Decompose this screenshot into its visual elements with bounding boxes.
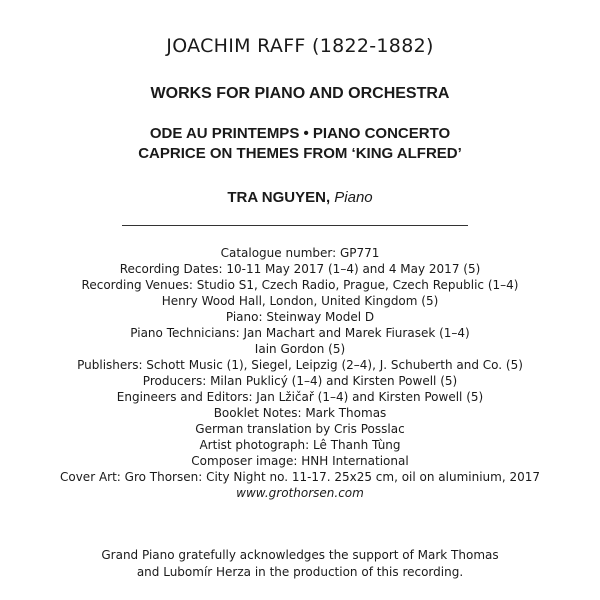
credit-line: Booklet Notes: Mark Thomas [213, 406, 387, 420]
performer-name: TRA NGUYEN, [227, 189, 331, 206]
album-subtitle: WORKS FOR PIANO AND ORCHESTRA [150, 85, 450, 102]
credit-line: Engineers and Editors: Jan Lžičař (1–4) and Kirsten Powell (5) [116, 390, 484, 404]
composer-title: JOACHIM RAFF (1822-1882) [166, 35, 434, 57]
works-list [0, 124, 600, 164]
credit-line: Composer image: HNH International [191, 454, 409, 468]
credit-line: Artist photograph: Lê Thanh Tùng [199, 438, 401, 452]
credit-line: Piano: Steinway Model D [225, 310, 375, 324]
credit-line: Producers: Milan Puklicý (1–4) and Kirsten Powell (5) [142, 374, 458, 388]
credit-line: Cover Art: Gro Thorsen: City Night no. 11-17. 25x25 cm, oil on aluminium, 2017 [59, 470, 541, 484]
works-line-2: CAPRICE ON THEMES FROM ‘KING ALFRED’ [138, 145, 462, 162]
performer [0, 189, 600, 206]
credit-line: Piano Technicians: Jan Machart and Marek Fiurasek (1–4) [130, 326, 470, 340]
acknowledgement-line-1: Grand Piano gratefully acknowledges the support of Mark Thomas [101, 548, 499, 562]
acknowledgement [0, 547, 600, 580]
divider [122, 225, 468, 226]
performer-role: Piano [334, 189, 373, 206]
credit-line: Recording Dates: 10-11 May 2017 (1–4) and 4 May 2017 (5) [119, 262, 481, 276]
credit-line: Publishers: Schott Music (1), Siegel, Leipzig (2–4), J. Schuberth and Co. (5) [77, 358, 523, 372]
acknowledgement-line-2: and Lubomír Herza in the production of this recording. [136, 564, 464, 579]
works-line-1: ODE AU PRINTEMPS • PIANO CONCERTO [149, 125, 451, 142]
credit-line: Catalogue number: GP771 [220, 246, 380, 260]
credit-line: Iain Gordon (5) [254, 342, 346, 356]
credit-line: Recording Venues: Studio S1, Czech Radio, Prague, Czech Republic (1–4) [81, 278, 519, 292]
credit-line: Henry Wood Hall, London, United Kingdom (5) [161, 294, 439, 308]
credit-line: German translation by Cris Posslac [195, 422, 405, 436]
website-link[interactable]: www.grothorsen.com [236, 486, 364, 500]
credits-list [0, 245, 600, 501]
